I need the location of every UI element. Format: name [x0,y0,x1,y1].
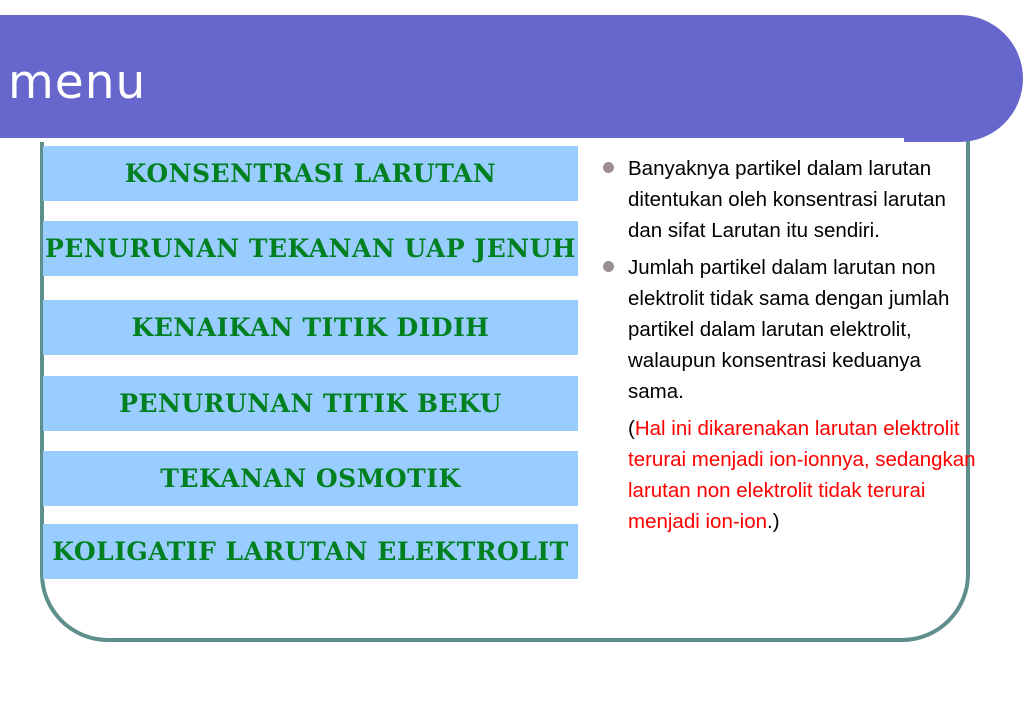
title-bar [0,15,1023,142]
slide-title: menu [8,55,147,110]
menu-button-kenaikan-titik-didih[interactable]: KENAIKAN TITIK DIDIH [43,300,578,355]
note-open-paren: ( [628,417,635,440]
menu-button-penurunan-tekanan-uap-jenuh[interactable]: PENURUNAN TEKANAN UAP JENUH [43,221,578,276]
note-highlight: Hal ini dikarenakan larutan elektrolit terurai menjadi ion-ionnya, sedangkan larutan non elektrolit tidak terurai menjadi ion-ion [628,417,976,533]
title-underline [0,138,904,142]
menu-button-konsentrasi-larutan[interactable]: KONSENTRASI LARUTAN [43,146,578,201]
bullet-text: Banyaknya partikel dalam larutan ditentukan oleh konsentrasi larutan dan sifat Larutan itu sendiri. [628,157,946,242]
content-text [598,153,978,537]
bullet-dot-icon [603,162,614,173]
bullet-dot-icon [603,261,614,272]
note-close-paren: .) [767,510,780,533]
bullet-item [598,252,978,407]
menu-button-tekanan-osmotik[interactable]: TEKANAN OSMOTIK [43,451,578,506]
bullet-item [598,153,978,246]
menu-button-koligatif-larutan-elektrolit[interactable]: KOLIGATIF LARUTAN ELEKTROLIT [43,524,578,579]
menu-button-penurunan-titik-beku[interactable]: PENURUNAN TITIK BEKU [43,376,578,431]
bullet-text: Jumlah partikel dalam larutan non elektrolit tidak sama dengan jumlah partikel dalam larutan elektrolit, walaupun konsentrasi keduanya sama. [628,256,950,403]
note-paragraph [598,413,978,537]
